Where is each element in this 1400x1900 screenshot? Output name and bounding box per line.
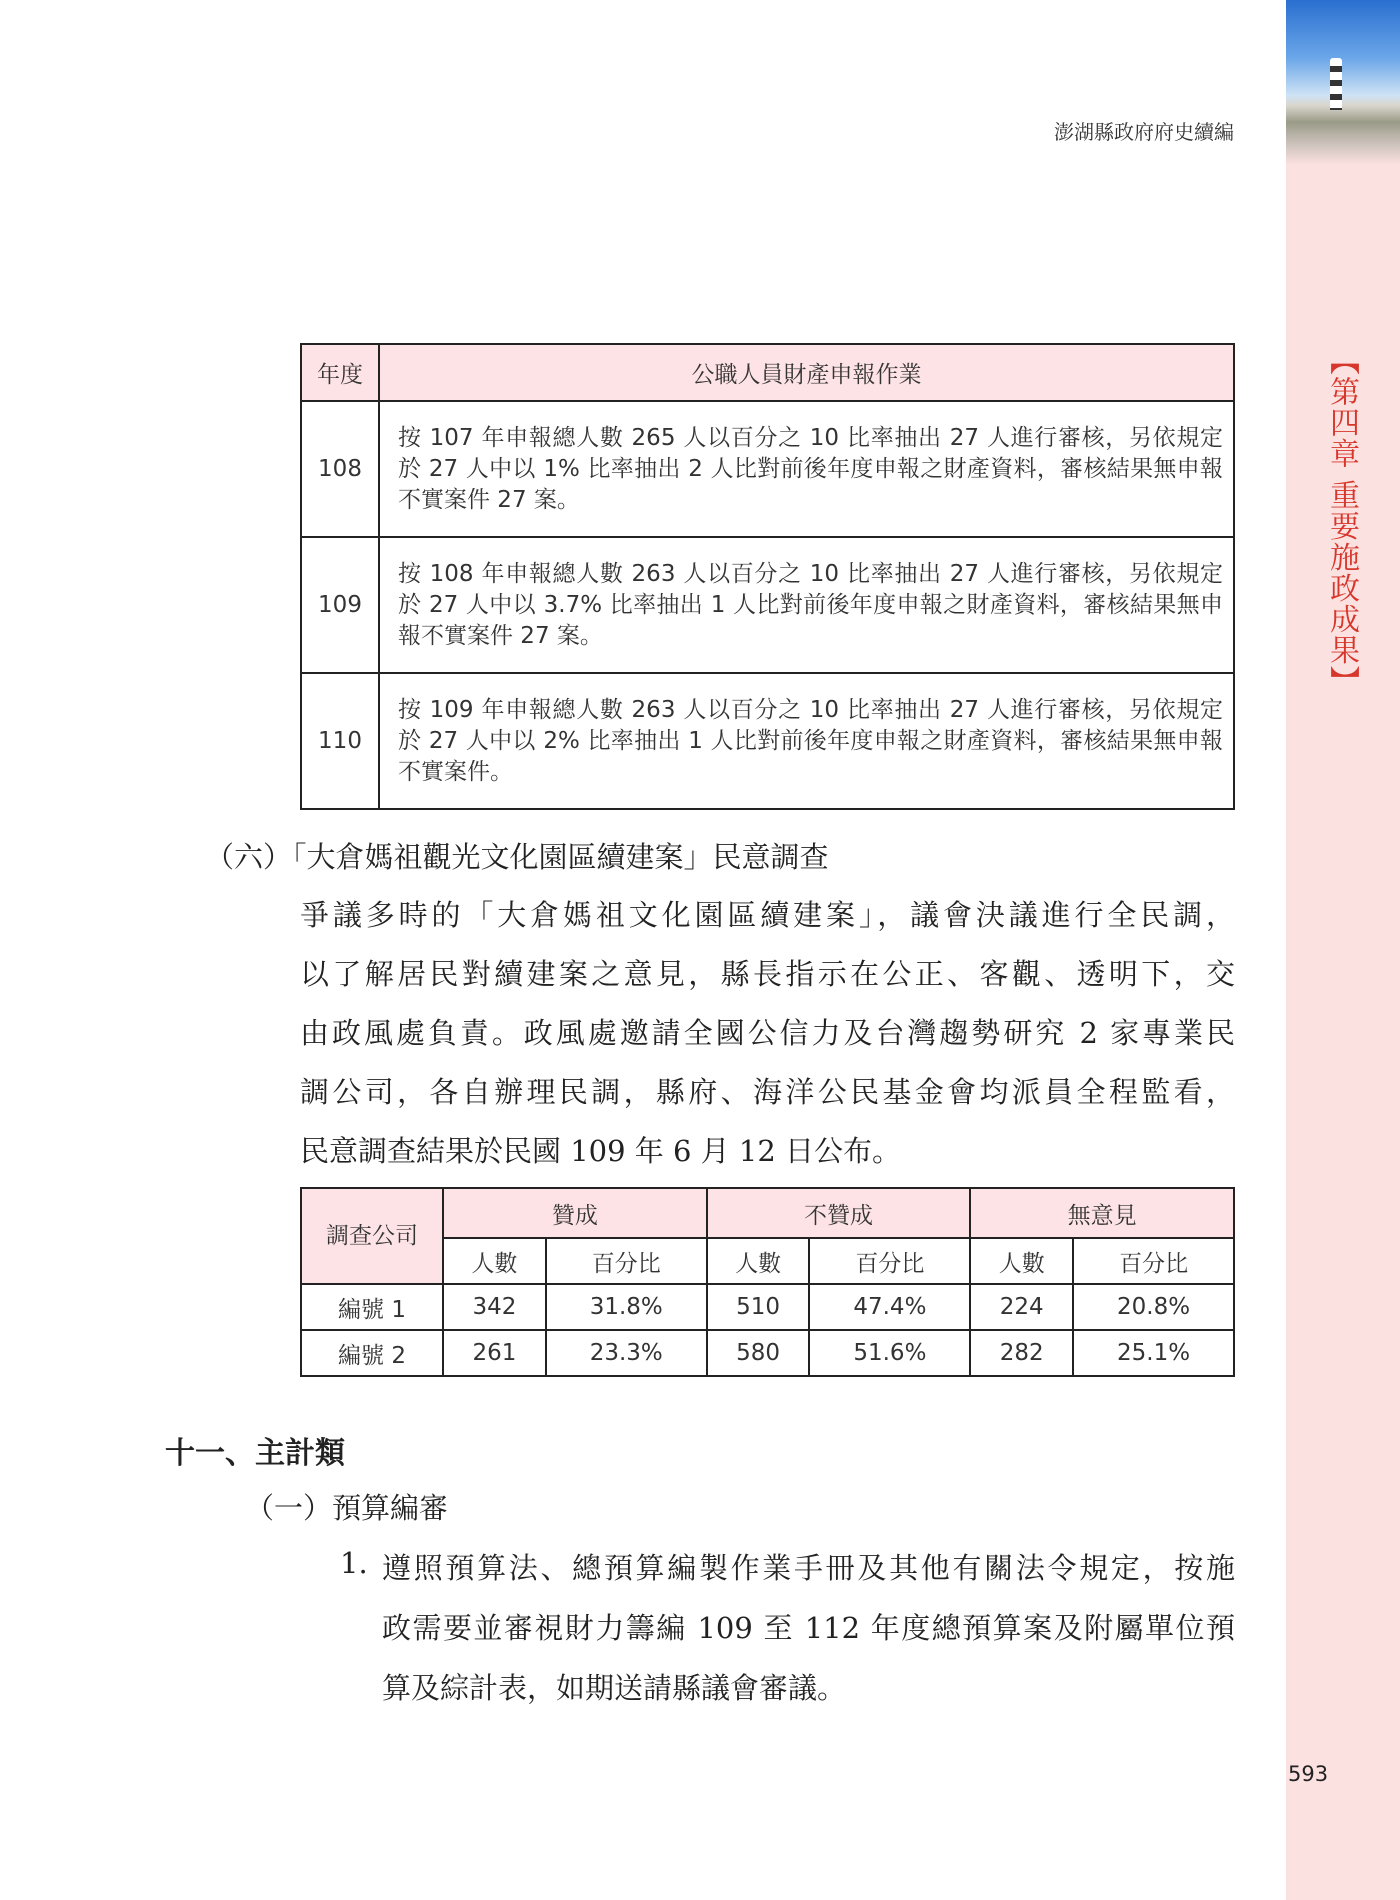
- text-cell: 按 108 年申報總人數 263 人以百分之 10 比率抽出 27 人進行審核，另依規定於 27 人中以 3.7% 比率抽出 1 人比對前後年度申報之財產資料，審核結果無申報不實案件 27 案。: [379, 537, 1234, 673]
- table-row: [301, 1284, 1234, 1330]
- col-year: 年度: [301, 344, 379, 401]
- paragraph-line: 由政風處負責。政風處邀請全國公信力及台灣趨勢研究 2 家專業民: [300, 1016, 1235, 1050]
- item-number: 1.: [340, 1546, 368, 1580]
- text-cell: 按 107 年申報總人數 265 人以百分之 10 比率抽出 27 人進行審核，另依規定於 27 人中以 1% 比率抽出 2 人比對前後年度申報之財產資料，審核結果無申報不實案件 27 案。: [379, 401, 1234, 537]
- sub-header: 百分比: [809, 1238, 970, 1284]
- col-task: 公職人員財產申報作業: [379, 344, 1234, 401]
- sub-header: 百分比: [546, 1238, 707, 1284]
- paragraph-line: 調公司，各自辦理民調，縣府、海洋公民基金會均派員全程監看，: [300, 1075, 1235, 1109]
- section-heading: 十一、主計類: [165, 1436, 345, 1471]
- cell: 51.6%: [809, 1330, 970, 1376]
- cell: 282: [970, 1330, 1073, 1376]
- cell: 261: [443, 1330, 546, 1376]
- sub-header: 人數: [443, 1238, 546, 1284]
- group-header: 無意見: [970, 1188, 1234, 1238]
- cell: 224: [970, 1284, 1073, 1330]
- lighthouse-icon: [1330, 58, 1342, 110]
- item-line: 遵照預算法、總預算編製作業手冊及其他有關法令規定，按施: [382, 1551, 1235, 1585]
- chapter-sidebar: [1286, 0, 1400, 1900]
- corner-header: 調查公司: [301, 1188, 443, 1284]
- table-row: [301, 673, 1234, 809]
- cell: 342: [443, 1284, 546, 1330]
- survey-table: [300, 1187, 1235, 1377]
- company-cell: 編號 1: [301, 1284, 443, 1330]
- chapter-tab: 【第四章 重要施政成果】: [1324, 345, 1359, 697]
- cell: 23.3%: [546, 1330, 707, 1376]
- asset-declaration-table: [300, 343, 1235, 810]
- sub-heading: （一）預算編審: [245, 1491, 449, 1525]
- cell: 20.8%: [1073, 1284, 1234, 1330]
- year-cell: 110: [301, 673, 379, 809]
- sub-header: 百分比: [1073, 1238, 1234, 1284]
- paragraph-line: 民意調查結果於民國 109 年 6 月 12 日公布。: [300, 1134, 902, 1168]
- lighthouse-photo: [1286, 0, 1400, 165]
- paragraph-line: 爭議多時的「大倉媽祖文化園區續建案」，議會決議進行全民調，: [300, 898, 1235, 932]
- table-row: [301, 1330, 1234, 1376]
- item-line: 政需要並審視財力籌編 109 至 112 年度總預算案及附屬單位預: [382, 1611, 1235, 1645]
- running-title: 澎湖縣政府府史續編: [1054, 120, 1234, 144]
- cell: 580: [707, 1330, 810, 1376]
- table-row: [301, 401, 1234, 537]
- sub-header: 人數: [707, 1238, 810, 1284]
- paragraph-line: 以了解居民對續建案之意見，縣長指示在公正、客觀、透明下，交: [300, 957, 1235, 991]
- cell: 47.4%: [809, 1284, 970, 1330]
- item-line: 算及綜計表，如期送請縣議會審議。: [382, 1671, 847, 1705]
- table-row: [301, 537, 1234, 673]
- year-cell: 108: [301, 401, 379, 537]
- section-heading: （六）「大倉媽祖觀光文化園區續建案」民意調查: [205, 840, 829, 874]
- company-cell: 編號 2: [301, 1330, 443, 1376]
- group-header: 不贊成: [707, 1188, 971, 1238]
- group-header: 贊成: [443, 1188, 707, 1238]
- cell: 31.8%: [546, 1284, 707, 1330]
- text-cell: 按 109 年申報總人數 263 人以百分之 10 比率抽出 27 人進行審核，另依規定於 27 人中以 2% 比率抽出 1 人比對前後年度申報之財產資料，審核結果無申報不實案件。: [379, 673, 1234, 809]
- page-number: 593: [1288, 1762, 1329, 1786]
- sub-header: 人數: [970, 1238, 1073, 1284]
- cell: 510: [707, 1284, 810, 1330]
- year-cell: 109: [301, 537, 379, 673]
- cell: 25.1%: [1073, 1330, 1234, 1376]
